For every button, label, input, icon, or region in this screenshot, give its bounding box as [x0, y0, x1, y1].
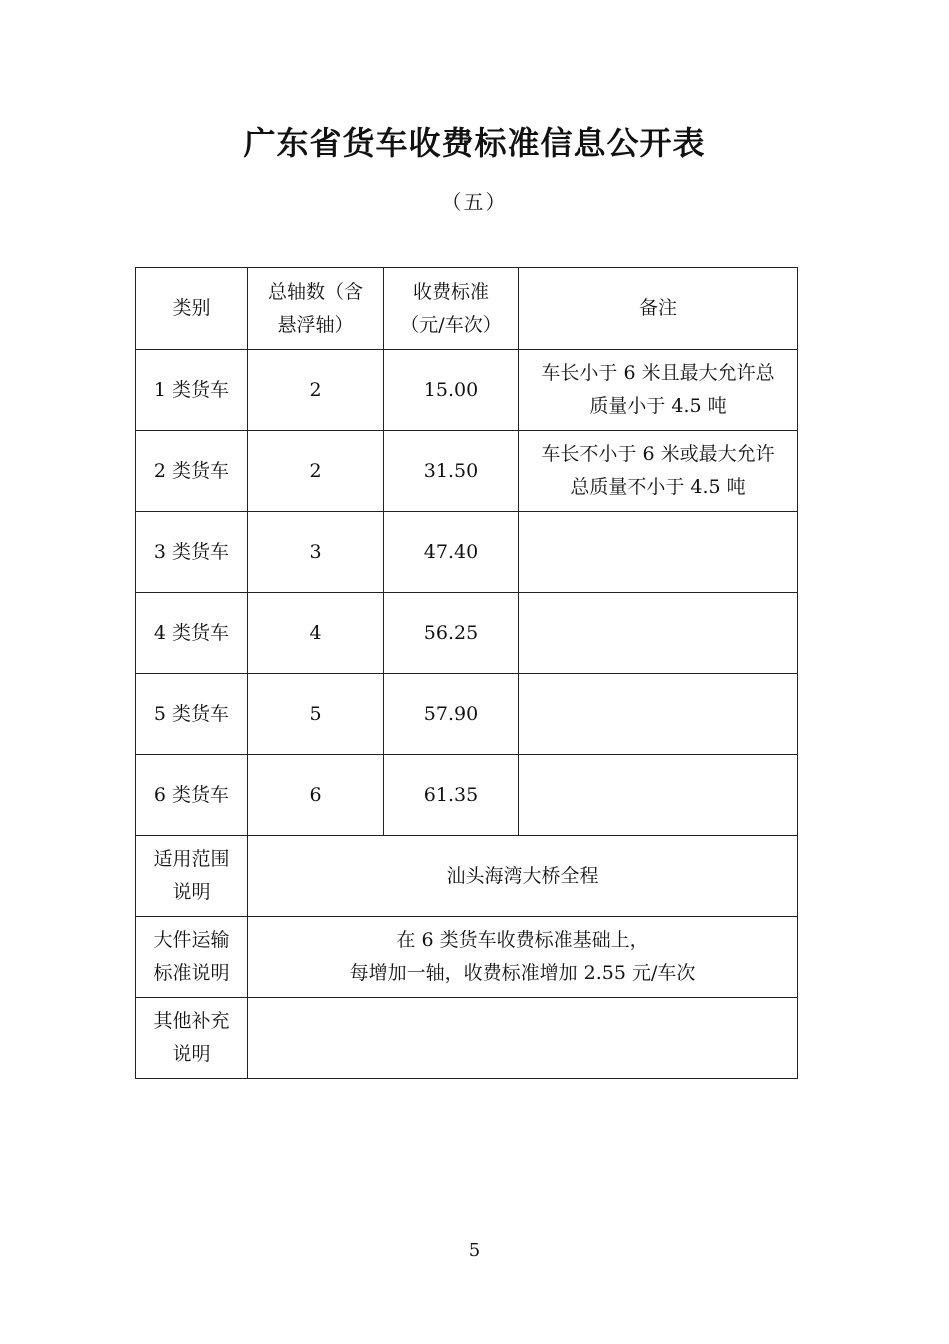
header-note: 备注: [519, 268, 798, 350]
fee-table: [135, 267, 798, 1079]
oversize-row: [136, 917, 798, 998]
header-category: 类别: [136, 268, 248, 350]
header-axles: 总轴数（含悬浮轴）: [248, 268, 384, 350]
header-fee: 收费标准（元/车次）: [384, 268, 519, 350]
row-category: 1 类货车: [136, 350, 248, 431]
document-subtitle: （五）: [441, 190, 508, 214]
row-note: [519, 674, 798, 755]
oversize-value-line2: 每增加一轴，收费标准增加 2.55 元/车次: [349, 962, 696, 984]
row-category: 2 类货车: [136, 431, 248, 512]
document-title: 广东省货车收费标准信息公开表: [243, 124, 706, 162]
other-row: [136, 998, 798, 1079]
row-fee: 61.35: [384, 755, 519, 836]
row-fee: 15.00: [384, 350, 519, 431]
row-note: 车长不小于 6 米或最大允许总质量不小于 4.5 吨: [519, 431, 798, 512]
page-number: 5: [468, 1240, 481, 1261]
row-axles: 4: [248, 593, 384, 674]
other-label: 其他补充说明: [136, 998, 248, 1079]
row-axles: 3: [248, 512, 384, 593]
row-axles: 2: [248, 350, 384, 431]
other-value: [248, 998, 798, 1079]
scope-row: [136, 836, 798, 917]
oversize-value: [248, 917, 798, 998]
table-header-row: [136, 268, 798, 350]
row-fee: 57.90: [384, 674, 519, 755]
scope-label: 适用范围说明: [136, 836, 248, 917]
table-row: [136, 674, 798, 755]
row-axles: 6: [248, 755, 384, 836]
table-row: [136, 350, 798, 431]
row-fee: 47.40: [384, 512, 519, 593]
table-row: [136, 755, 798, 836]
row-category: 5 类货车: [136, 674, 248, 755]
row-category: 3 类货车: [136, 512, 248, 593]
scope-value: 汕头海湾大桥全程: [248, 836, 798, 917]
row-category: 6 类货车: [136, 755, 248, 836]
row-axles: 2: [248, 431, 384, 512]
row-fee: 56.25: [384, 593, 519, 674]
row-note: [519, 593, 798, 674]
row-axles: 5: [248, 674, 384, 755]
row-fee: 31.50: [384, 431, 519, 512]
table-row: [136, 593, 798, 674]
oversize-label: 大件运输标准说明: [136, 917, 248, 998]
row-note: [519, 512, 798, 593]
row-note: [519, 755, 798, 836]
row-note: 车长小于 6 米且最大允许总质量小于 4.5 吨: [519, 350, 798, 431]
oversize-value-line1: 在 6 类货车收费标准基础上，: [396, 929, 649, 951]
table-row: [136, 512, 798, 593]
table-row: [136, 431, 798, 512]
row-category: 4 类货车: [136, 593, 248, 674]
